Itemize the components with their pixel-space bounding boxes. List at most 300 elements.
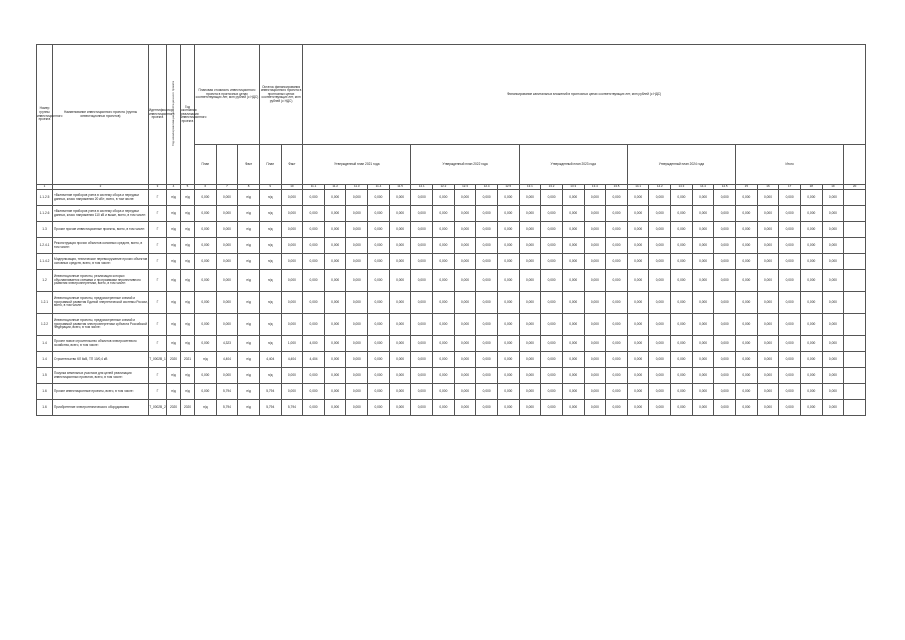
row-value: 0,000: [822, 254, 844, 270]
column-number: 13.2: [541, 185, 563, 190]
row-value: 0,000: [562, 190, 584, 206]
row-value: 0,000: [736, 270, 758, 292]
row-value: 0,000: [454, 384, 476, 400]
row-value: 0,000: [736, 190, 758, 206]
row-year-start: н/д: [167, 270, 181, 292]
row-value: 0,000: [714, 292, 736, 314]
row-value: 0,000: [324, 314, 346, 336]
row-value: 0,000: [281, 384, 303, 400]
row-value: [844, 292, 866, 314]
row-value: 0,000: [216, 238, 238, 254]
row-value: 0,000: [562, 384, 584, 400]
row-value: 0,000: [714, 222, 736, 238]
row-value: 5,794: [216, 384, 238, 400]
row-year-end: 2020: [181, 400, 195, 416]
row-value: 0,000: [476, 190, 498, 206]
row-value: 0,000: [800, 222, 822, 238]
row-value: 0,000: [671, 222, 693, 238]
table-row: [37, 238, 866, 254]
row-value: 0,000: [671, 400, 693, 416]
row-value: 0,000: [476, 270, 498, 292]
row-value: 0,000: [303, 400, 325, 416]
row-value: 0,000: [562, 292, 584, 314]
column-number: 13.4: [584, 185, 606, 190]
row-value: 0,000: [800, 238, 822, 254]
row-value: 0,000: [346, 314, 368, 336]
row-year-end: н/д: [181, 384, 195, 400]
row-value: 0,000: [454, 254, 476, 270]
row-value: 0,000: [562, 400, 584, 416]
column-number: 1: [37, 185, 53, 190]
row-value: 0,000: [541, 238, 563, 254]
row-number: 1.5: [37, 368, 53, 384]
row-value: н/д: [238, 190, 260, 206]
row-value: 0,000: [454, 270, 476, 292]
row-value: 0,000: [519, 336, 541, 352]
row-value: 0,000: [195, 368, 217, 384]
table-row: [37, 206, 866, 222]
row-value: [844, 352, 866, 368]
row-value: 0,000: [541, 254, 563, 270]
row-value: 0,000: [497, 206, 519, 222]
row-value: 0,000: [389, 270, 411, 292]
row-value: 0,000: [368, 400, 390, 416]
row-value: 0,000: [714, 206, 736, 222]
row-value: 4,000: [303, 336, 325, 352]
row-value: 0,000: [433, 206, 455, 222]
row-project-id: Г: [149, 368, 167, 384]
row-value: 0,000: [411, 384, 433, 400]
row-value: 0,000: [454, 238, 476, 254]
row-value: 0,000: [346, 270, 368, 292]
row-value: н/д: [259, 190, 281, 206]
row-value: [844, 368, 866, 384]
row-value: 0,000: [649, 222, 671, 238]
row-value: 4,404: [259, 352, 281, 368]
row-value: 4,404: [303, 352, 325, 368]
row-value: 0,000: [757, 206, 779, 222]
row-value: 0,000: [822, 206, 844, 222]
row-value: 0,000: [800, 190, 822, 206]
row-value: 0,000: [476, 352, 498, 368]
row-value: 0,000: [779, 400, 801, 416]
row-value: 0,000: [346, 190, 368, 206]
row-value: 0,000: [606, 314, 628, 336]
row-value: 0,000: [519, 270, 541, 292]
row-value: 0,000: [389, 314, 411, 336]
row-value: 0,000: [195, 222, 217, 238]
row-value: 0,000: [433, 336, 455, 352]
row-value: 0,000: [649, 238, 671, 254]
row-value: н/д: [238, 352, 260, 368]
row-value: 0,000: [714, 368, 736, 384]
row-value: 0,000: [822, 384, 844, 400]
row-value: 0,000: [692, 352, 714, 368]
row-value: 0,000: [757, 190, 779, 206]
row-year-start: н/д: [167, 238, 181, 254]
header-year-3: Утвержденный план 2024 года: [627, 145, 735, 185]
row-value: 0,000: [368, 270, 390, 292]
row-project-id: Г: [149, 270, 167, 292]
row-value: 0,000: [368, 254, 390, 270]
row-value: 4,404: [216, 352, 238, 368]
row-value: 0,000: [411, 400, 433, 416]
row-value: 0,000: [411, 270, 433, 292]
row-value: 0,000: [454, 190, 476, 206]
row-value: 0,000: [627, 336, 649, 352]
row-year-start: 2020: [167, 400, 181, 416]
row-value: 0,000: [454, 222, 476, 238]
row-value: 0,000: [584, 238, 606, 254]
row-value: 0,000: [584, 384, 606, 400]
row-value: [844, 254, 866, 270]
row-year-start: н/д: [167, 222, 181, 238]
row-value: 0,000: [562, 368, 584, 384]
row-value: н/д: [195, 352, 217, 368]
row-value: 0,000: [779, 254, 801, 270]
row-value: 0,000: [800, 384, 822, 400]
row-number: 1.2: [37, 270, 53, 292]
row-value: 0,000: [649, 270, 671, 292]
row-value: 0,000: [671, 352, 693, 368]
row-value: 0,000: [476, 238, 498, 254]
table-row: [37, 352, 866, 368]
row-value: 0,000: [736, 352, 758, 368]
row-value: н/д: [259, 368, 281, 384]
column-number: 12.4: [476, 185, 498, 190]
row-value: 0,000: [281, 314, 303, 336]
row-value: 0,000: [779, 368, 801, 384]
row-value: [844, 270, 866, 292]
column-number: 10: [281, 185, 303, 190]
row-value: 0,000: [281, 190, 303, 206]
row-year-end: н/д: [181, 190, 195, 206]
row-value: 0,000: [736, 292, 758, 314]
row-value: [844, 314, 866, 336]
row-value: 0,000: [303, 222, 325, 238]
row-value: 0,000: [822, 292, 844, 314]
row-value: 0,000: [649, 384, 671, 400]
row-value: 0,000: [692, 400, 714, 416]
row-year-end: н/д: [181, 222, 195, 238]
row-value: 0,000: [562, 238, 584, 254]
row-value: 0,000: [411, 222, 433, 238]
column-number: 11.2: [324, 185, 346, 190]
row-value: 0,000: [584, 254, 606, 270]
header-remaining: Остаток финансирования инвестиционного проекта в прогнозных ценах соответствующих лет, млн рублей (с НДС): [259, 45, 302, 145]
row-value: 0,000: [627, 352, 649, 368]
row-value: 0,000: [736, 368, 758, 384]
row-value: 0,000: [454, 400, 476, 416]
column-number: 14.3: [671, 185, 693, 190]
row-number: 1.2.2: [37, 314, 53, 336]
row-value: 0,000: [627, 400, 649, 416]
row-value: 0,000: [433, 352, 455, 368]
row-value: 0,000: [822, 270, 844, 292]
row-value: 0,000: [281, 206, 303, 222]
row-value: 0,000: [671, 238, 693, 254]
row-value: 0,000: [757, 270, 779, 292]
row-value: 0,000: [584, 222, 606, 238]
row-value: 0,000: [562, 222, 584, 238]
row-value: 0,000: [476, 254, 498, 270]
row-value: 0,000: [606, 190, 628, 206]
row-value: [844, 190, 866, 206]
row-value: 0,000: [195, 384, 217, 400]
row-value: 0,000: [822, 368, 844, 384]
row-value: 0,000: [433, 368, 455, 384]
row-value: 0,000: [779, 222, 801, 238]
row-project-id: Г: [149, 222, 167, 238]
header-project-name: Наименование инвестиционного проекта (группы инвестиционных проектов): [53, 45, 149, 185]
row-value: н/д: [238, 238, 260, 254]
row-project-id: Г: [149, 336, 167, 352]
row-value: 0,000: [195, 292, 217, 314]
row-value: н/д: [259, 314, 281, 336]
row-value: 0,000: [519, 368, 541, 384]
row-value: н/д: [259, 254, 281, 270]
row-value: 0,000: [649, 254, 671, 270]
row-value: 0,000: [692, 292, 714, 314]
row-value: 0,000: [541, 400, 563, 416]
row-value: 0,000: [303, 238, 325, 254]
row-project-id: Т_0002В_1: [149, 352, 167, 368]
row-value: 0,000: [303, 368, 325, 384]
row-value: 0,000: [714, 270, 736, 292]
row-value: 0,000: [627, 314, 649, 336]
row-year-end: н/д: [181, 206, 195, 222]
row-year-end: н/д: [181, 254, 195, 270]
row-value: н/д: [238, 206, 260, 222]
column-number: 11.5: [389, 185, 411, 190]
row-value: 0,000: [368, 314, 390, 336]
row-project-id: Т_0002В_2: [149, 400, 167, 416]
row-value: 0,000: [281, 270, 303, 292]
row-year-end: н/д: [181, 368, 195, 384]
row-value: 0,000: [541, 222, 563, 238]
row-value: 0,000: [497, 352, 519, 368]
row-value: 0,000: [736, 254, 758, 270]
row-value: 0,000: [411, 190, 433, 206]
header-remaining-plan: План: [259, 145, 281, 185]
row-value: 0,000: [303, 292, 325, 314]
header-project-group: Номер группы инвестиционного проекта: [37, 45, 53, 185]
row-value: 0,000: [800, 352, 822, 368]
row-year-start: н/д: [167, 336, 181, 352]
row-value: 0,000: [324, 368, 346, 384]
row-value: 0,000: [303, 190, 325, 206]
column-number: 12.3: [454, 185, 476, 190]
row-value: [844, 400, 866, 416]
row-value: 0,000: [497, 292, 519, 314]
row-value: 0,000: [389, 368, 411, 384]
row-value: 0,000: [368, 190, 390, 206]
column-number: 14.4: [692, 185, 714, 190]
row-value: 0,000: [411, 238, 433, 254]
row-project-id: Г: [149, 384, 167, 400]
row-value: 0,000: [497, 400, 519, 416]
row-value: 0,000: [195, 238, 217, 254]
column-number: 8: [238, 185, 260, 190]
row-value: 0,000: [757, 292, 779, 314]
row-value: 0,000: [757, 400, 779, 416]
row-value: 0,000: [303, 254, 325, 270]
row-value: 0,000: [800, 336, 822, 352]
header-year-0: Утвержденный план 2021 года: [303, 145, 411, 185]
row-value: 5,794: [259, 400, 281, 416]
row-value: 0,000: [649, 292, 671, 314]
column-number: 14.5: [714, 185, 736, 190]
row-value: 0,000: [714, 190, 736, 206]
row-value: 0,000: [346, 336, 368, 352]
row-value: 0,000: [757, 254, 779, 270]
row-value: 0,000: [497, 336, 519, 352]
table-row: [37, 292, 866, 314]
row-value: 0,000: [368, 352, 390, 368]
row-value: 0,000: [454, 368, 476, 384]
row-value: 0,000: [368, 238, 390, 254]
row-value: [844, 222, 866, 238]
row-value: 0,000: [627, 238, 649, 254]
row-value: 0,000: [324, 384, 346, 400]
header-plan-sub: [216, 145, 238, 185]
row-value: 0,000: [216, 368, 238, 384]
row-value: 0,000: [433, 222, 455, 238]
row-year-start: н/д: [167, 314, 181, 336]
column-number: 17: [779, 185, 801, 190]
row-value: 0,000: [195, 254, 217, 270]
row-year-start: н/д: [167, 206, 181, 222]
row-value: 0,000: [822, 238, 844, 254]
row-value: 0,000: [389, 384, 411, 400]
row-value: 0,000: [800, 270, 822, 292]
row-value: 0,000: [216, 190, 238, 206]
row-value: 0,000: [584, 368, 606, 384]
column-number: 7: [216, 185, 238, 190]
row-value: 0,000: [692, 206, 714, 222]
row-value: 0,000: [411, 368, 433, 384]
row-value: 0,000: [779, 336, 801, 352]
row-value: 0,000: [346, 292, 368, 314]
row-project-id: Г: [149, 190, 167, 206]
row-value: 0,000: [757, 352, 779, 368]
row-value: 0,000: [562, 254, 584, 270]
row-value: 0,000: [346, 206, 368, 222]
row-value: 0,000: [692, 190, 714, 206]
row-year-start: 2020: [167, 352, 181, 368]
row-value: 0,000: [346, 400, 368, 416]
row-project-id: Г: [149, 314, 167, 336]
row-value: 0,000: [692, 336, 714, 352]
row-value: 0,000: [519, 384, 541, 400]
row-value: 0,000: [476, 222, 498, 238]
row-number: 1.2.1: [37, 292, 53, 314]
table-row: [37, 314, 866, 336]
row-value: 0,000: [346, 238, 368, 254]
row-value: 0,000: [389, 292, 411, 314]
row-value: 0,000: [627, 384, 649, 400]
row-value: 0,000: [562, 314, 584, 336]
row-value: н/д: [195, 400, 217, 416]
row-value: 0,000: [649, 368, 671, 384]
row-value: 0,000: [476, 206, 498, 222]
row-value: н/д: [259, 222, 281, 238]
row-value: 0,000: [736, 222, 758, 238]
row-value: 0,000: [627, 254, 649, 270]
header-remaining-fact: Факт: [281, 145, 303, 185]
row-value: 5,794: [259, 384, 281, 400]
row-number: 1.4: [37, 352, 53, 368]
row-value: 0,000: [606, 206, 628, 222]
row-value: 0,000: [281, 238, 303, 254]
row-value: 0,000: [649, 206, 671, 222]
row-number: 1.4: [37, 336, 53, 352]
row-value: 0,000: [541, 336, 563, 352]
row-value: [844, 206, 866, 222]
row-value: 0,000: [324, 270, 346, 292]
row-value: н/д: [238, 270, 260, 292]
row-value: 0,000: [800, 206, 822, 222]
row-value: 0,000: [324, 222, 346, 238]
row-value: 0,000: [606, 254, 628, 270]
row-value: 0,000: [497, 238, 519, 254]
row-value: 0,000: [627, 292, 649, 314]
header-planned-value: Плановая стоимость инвестиционного проекта в прогнозных ценах соответствующих лет, млн рублей (с НДС): [195, 45, 260, 145]
row-value: 0,000: [757, 314, 779, 336]
column-number: 11.1: [303, 185, 325, 190]
row-value: 0,000: [195, 314, 217, 336]
row-value: 0,000: [606, 336, 628, 352]
row-value: 0,000: [671, 206, 693, 222]
row-project-name: Строительство КЛ 6кВ, ТП 10/0,4 кВ: [53, 352, 149, 368]
row-value: н/д: [238, 314, 260, 336]
row-project-id: Г: [149, 238, 167, 254]
row-value: 0,000: [389, 254, 411, 270]
column-number: 11.4: [368, 185, 390, 190]
row-value: 0,000: [562, 206, 584, 222]
row-value: 0,000: [584, 336, 606, 352]
row-value: 0,000: [779, 190, 801, 206]
row-value: 0,000: [541, 352, 563, 368]
column-number: 2: [53, 185, 149, 190]
row-value: 0,000: [736, 206, 758, 222]
row-value: 0,000: [324, 254, 346, 270]
row-value: 0,000: [692, 384, 714, 400]
row-value: 0,000: [476, 368, 498, 384]
row-value: 0,000: [346, 384, 368, 400]
column-number: 6: [195, 185, 217, 190]
row-project-name: «Включение приборов учета в систему сбора и передачи данных, класс напряжения 20 кВ», всего, в том числе:: [53, 190, 149, 206]
row-project-id: Г: [149, 292, 167, 314]
row-value: 0,000: [800, 314, 822, 336]
row-value: 0,000: [433, 270, 455, 292]
row-project-name: Инвестиционные проекты, предусмотренные схемой и программой развития электроэнергетики субъекта Российской Федерации, всего, в том числе:: [53, 314, 149, 336]
row-year-end: н/д: [181, 336, 195, 352]
row-value: 0,000: [281, 254, 303, 270]
row-value: 1,000: [281, 336, 303, 352]
row-value: [844, 384, 866, 400]
row-value: 0,000: [411, 336, 433, 352]
row-value: н/д: [238, 336, 260, 352]
row-value: 0,000: [671, 368, 693, 384]
table-row: [37, 336, 866, 352]
row-value: 0,000: [497, 222, 519, 238]
row-value: 0,000: [584, 400, 606, 416]
row-value: 0,000: [195, 190, 217, 206]
row-value: н/д: [259, 206, 281, 222]
row-value: 0,000: [346, 254, 368, 270]
row-value: 0,000: [519, 222, 541, 238]
